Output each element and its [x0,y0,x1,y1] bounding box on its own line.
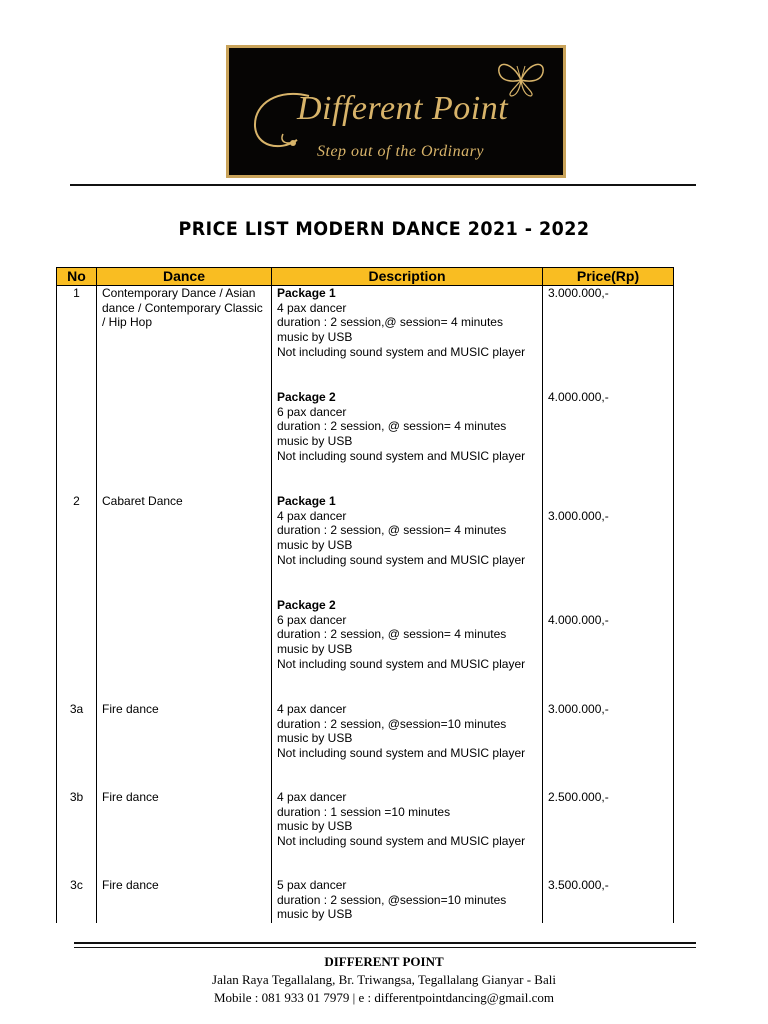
row-number: 1 [57,286,97,495]
description-line: duration : 2 session, @ session= 4 minutes [277,523,507,538]
price-value: 3.000.000,- [548,286,609,300]
description-line: duration : 2 session, @session=10 minutes [277,716,507,731]
header-price: Price(Rp) [543,268,674,286]
price-value: 2.500.000,- [548,790,609,804]
description-line: Not including sound system and MUSIC player [277,656,526,671]
description-line: duration : 2 session, @session=10 minutes [277,892,507,907]
description-line: Not including sound system and MUSIC player [277,834,526,849]
description-line: duration : 1 session =10 minutes [277,804,451,819]
header-dance: Dance [97,268,272,286]
footer-address: Jalan Raya Tegallalang, Br. Triwangsa, Tegallalang Gianyar - Bali [212,972,556,987]
package-name: Package 2 [277,598,336,612]
description-cell [272,878,543,923]
price-cell [543,878,674,923]
package-name: Package 1 [277,286,336,300]
footer-contact: Mobile : 081 933 01 7979 | e : differentpointdancing@gmail.com [214,990,554,1005]
table-header-row [57,268,674,286]
dance-name: Fire dance [97,878,272,923]
row-number: 3b [57,790,97,878]
table-row [57,286,674,495]
description-line: 4 pax dancer [277,300,347,315]
dance-name: Cabaret Dance [97,494,272,702]
description-line: music by USB [277,538,353,553]
dance-name: Fire dance [97,702,272,790]
description-line: 4 pax dancer [277,702,347,716]
description-line: Not including sound system and MUSIC player [277,344,526,359]
description-line: music by USB [277,330,353,345]
description-line: 5 pax dancer [277,878,347,892]
price-cell [543,286,674,495]
row-number: 2 [57,494,97,702]
description-line: Not including sound system and MUSIC player [277,552,526,567]
description-line: duration : 2 session, @ session= 4 minutes [277,419,507,434]
description-line: music by USB [277,819,353,834]
description-line: duration : 2 session, @ session= 4 minutes [277,627,507,642]
price-cell [543,494,674,702]
description-line: duration : 2 session,@ session= 4 minutes [277,315,503,330]
description-line: music by USB [277,907,353,922]
package-description [277,286,537,390]
description-cell [272,286,543,495]
footer-divider [74,942,696,944]
header-no: No [57,268,97,286]
package-description [277,494,537,598]
footer-company: DIFFERENT POINT [324,954,444,969]
package-description [277,598,537,702]
description-line: Not including sound system and MUSIC player [277,746,526,761]
price-value: 3.000.000,- [548,509,609,523]
package-description [277,702,537,790]
dance-name: Contemporary Dance / Asian dance / Contemporary Classic / Hip Hop [97,286,272,495]
price-cell [543,702,674,790]
row-number: 3c [57,878,97,923]
table-row [57,494,674,702]
dance-name: Fire dance [97,790,272,878]
company-logo [226,45,566,178]
package-name: Package 1 [277,494,336,508]
logo-background [229,48,563,175]
description-line: music by USB [277,731,353,746]
table-row [57,878,674,923]
row-number: 3a [57,702,97,790]
description-line: 4 pax dancer [277,508,347,523]
header-divider [70,184,696,186]
description-line: Not including sound system and MUSIC player [277,448,526,463]
page-title: PRICE LIST MODERN DANCE 2021 - 2022 [178,218,590,240]
package-name: Package 2 [277,390,336,404]
table-row [57,790,674,878]
footer-divider-thin [74,947,696,948]
package-description [277,878,537,923]
package-description [277,790,537,878]
price-cell [543,790,674,878]
price-table [56,267,674,923]
price-value: 3.000.000,- [548,702,609,716]
price-value: 4.000.000,- [548,613,609,627]
description-line: music by USB [277,642,353,657]
description-line: music by USB [277,434,353,449]
price-value: 4.000.000,- [548,390,609,404]
description-cell [272,494,543,702]
description-line: 6 pax dancer [277,612,347,627]
description-cell [272,790,543,878]
description-line: 4 pax dancer [277,790,347,804]
description-line: 6 pax dancer [277,404,347,419]
table-row [57,702,674,790]
butterfly-icon [493,58,549,100]
description-cell [272,702,543,790]
logo-tagline: Step out of the Ordinary [317,143,484,160]
logo-title: Different Point [297,90,509,127]
package-description [277,390,537,494]
price-value: 3.500.000,- [548,878,609,892]
header-description: Description [272,268,543,286]
